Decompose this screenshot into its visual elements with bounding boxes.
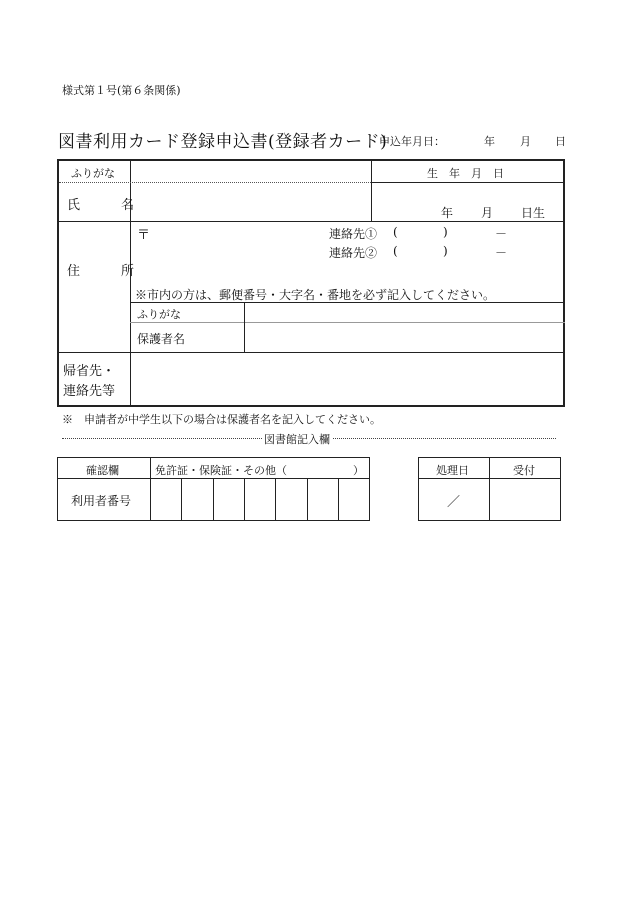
address-label: 住 所 — [67, 264, 149, 279]
address-row-divider — [59, 352, 565, 353]
digit-divider-4 — [275, 478, 276, 520]
form-number: 様式第１号(第６条関係) — [62, 84, 181, 97]
processing-date-label: 処理日 — [436, 464, 469, 477]
birth-day-label: 日生 — [521, 206, 546, 220]
processing-header-divider — [419, 478, 560, 479]
application-date-month: 月 — [520, 135, 531, 148]
contact1-dash: － — [495, 227, 508, 241]
application-date-label: 申込年月日： — [379, 135, 445, 148]
digit-divider-3 — [244, 478, 245, 520]
application-date-year: 年 — [484, 135, 495, 148]
processing-column-divider — [489, 458, 490, 520]
user-number-label: 利用者番号 — [71, 494, 132, 508]
address-note: ※市内の方は、郵便番号・大字名・番地を必ず記入してください。 — [135, 288, 496, 302]
guardian-furigana-divider — [130, 322, 244, 323]
contact1-paren-open: ( — [393, 225, 398, 239]
birth-month-label: 月 — [481, 206, 494, 220]
digit-divider-6 — [338, 478, 339, 520]
guardian-name-label: 保護者名 — [137, 332, 186, 346]
birth-year-label: 年 — [441, 206, 454, 220]
guardian-mid-divider — [244, 322, 565, 323]
contact2-paren-open: ( — [393, 244, 398, 258]
processing-table — [418, 457, 561, 521]
return-address-label-line2: 連絡先等 — [63, 384, 116, 399]
id-types-label: 免許証・保険証・その他（ ） — [155, 464, 364, 477]
furigana-label: ふりがな — [71, 167, 115, 180]
library-confirmation-table — [57, 457, 370, 521]
received-label: 受付 — [513, 464, 535, 477]
guardian-label-divider — [244, 302, 245, 352]
birth-header-divider — [371, 182, 565, 183]
contact1-paren-close: ) — [443, 225, 448, 239]
contact2-paren-close: ) — [443, 244, 448, 258]
contact2-label: 連絡先② — [329, 246, 378, 260]
contact2-dash: － — [495, 246, 508, 260]
return-address-label-line1: 帰省先・ — [63, 364, 116, 379]
birth-column-divider — [371, 161, 372, 221]
digit-divider-5 — [307, 478, 308, 520]
birth-date-header: 生 年 月 日 — [427, 167, 504, 180]
application-date-day: 日 — [555, 135, 566, 148]
date-slash: ／ — [447, 495, 461, 510]
contact1-label: 連絡先① — [329, 227, 378, 241]
name-row-divider — [59, 221, 565, 222]
name-label: 氏 名 — [67, 198, 149, 213]
digit-divider-1 — [181, 478, 182, 520]
confirm-label: 確認欄 — [86, 464, 119, 477]
guardian-furigana-label: ふりがな — [137, 308, 181, 321]
furigana-divider — [59, 182, 371, 183]
registration-table — [57, 159, 565, 407]
form-title: 図書利用カード登録申込書(登録者カード) — [58, 132, 388, 152]
confirm-column-divider — [150, 458, 151, 520]
digit-divider-2 — [213, 478, 214, 520]
library-section-label: 図書館記入欄 — [264, 433, 330, 446]
guardian-note: ※ 申請者が中学生以下の場合は保護者名を記入してください。 — [62, 413, 381, 426]
postal-mark: 〒 — [137, 228, 151, 243]
